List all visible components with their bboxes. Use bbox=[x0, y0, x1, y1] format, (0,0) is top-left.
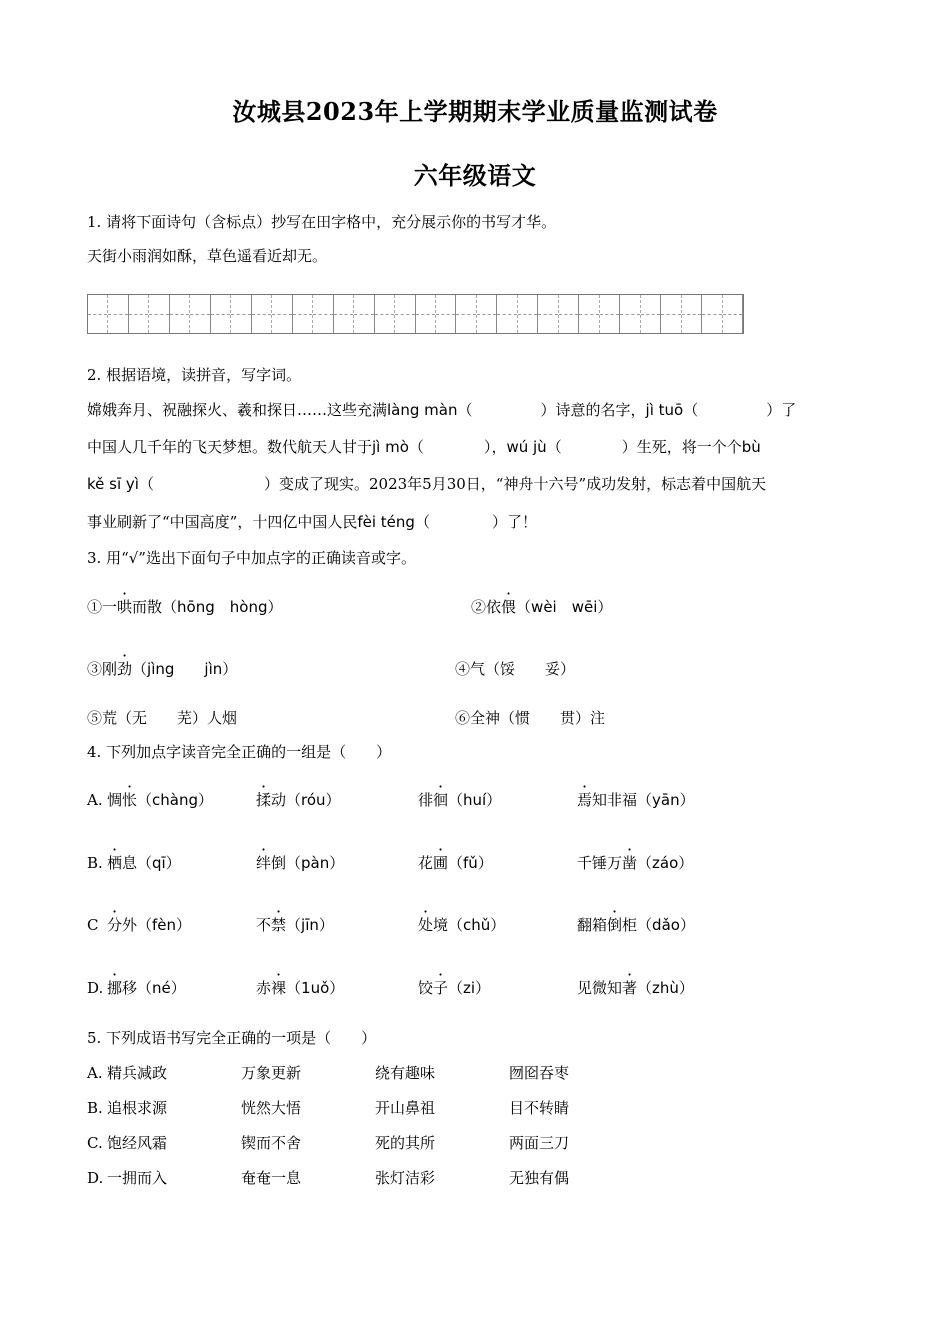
word-text: 息 bbox=[122, 854, 138, 872]
q5-idiom: 目不转睛 bbox=[509, 1099, 570, 1117]
q5-idiom: 两面三刀 bbox=[509, 1134, 570, 1152]
q3-options: wèi wēi bbox=[531, 598, 598, 616]
dotted-char: 偎 bbox=[501, 598, 517, 616]
paren: （ bbox=[138, 475, 154, 493]
q3-item-1[interactable] bbox=[87, 597, 283, 617]
grid-cell[interactable] bbox=[723, 295, 743, 333]
dotted-char: 著 bbox=[622, 979, 638, 997]
q2-text: 中国人几千年的飞天梦想。数代航天人甘于 bbox=[87, 438, 373, 456]
paren: （ bbox=[546, 438, 562, 456]
q5-idiom: 开山鼻祖 bbox=[375, 1099, 436, 1117]
q4-word bbox=[256, 853, 344, 873]
grid-cell[interactable] bbox=[170, 295, 190, 333]
q3-item-4[interactable]: ④气（馁 妥） bbox=[455, 660, 576, 678]
q4-word bbox=[577, 853, 693, 873]
dotted-char: 倒 bbox=[607, 916, 623, 934]
dotted-char: 栖 bbox=[107, 854, 123, 872]
q2-text: 嫦娥奔月、祝融探火、羲和探日……这些充满 bbox=[87, 401, 388, 419]
grid-guide bbox=[477, 314, 496, 315]
grid-cell[interactable] bbox=[416, 295, 436, 333]
word-text: 动 bbox=[271, 791, 287, 809]
q2-pinyin: jì mò bbox=[372, 438, 409, 456]
q3-text: （ bbox=[132, 660, 148, 678]
grid-cell[interactable] bbox=[334, 295, 354, 333]
q5-idiom: 精兵减政 bbox=[107, 1064, 168, 1082]
q5-idiom: 奄奄一息 bbox=[241, 1169, 302, 1187]
dotted-char: 禁 bbox=[271, 916, 287, 934]
q5-idiom: 万象更新 bbox=[241, 1064, 302, 1082]
grid-cell[interactable] bbox=[375, 295, 395, 333]
q4-stem: 4. 下列加点字读音完全正确的一组是（ ） bbox=[87, 743, 392, 761]
grid-guide bbox=[375, 314, 394, 315]
q3-options: jìng jìn bbox=[147, 660, 223, 678]
pinyin: （zi） bbox=[448, 979, 491, 997]
grid-cell[interactable] bbox=[395, 295, 415, 333]
pinyin: （fèn） bbox=[137, 916, 192, 934]
q2-text: 了！ bbox=[506, 513, 537, 531]
q5-option-label[interactable]: D. bbox=[87, 1169, 104, 1187]
q2-pinyin: fèi téng bbox=[357, 513, 415, 531]
paren: ） bbox=[766, 401, 782, 419]
paren: （ bbox=[457, 401, 473, 419]
pinyin: （chàng） bbox=[137, 791, 214, 809]
grid-guide bbox=[497, 314, 516, 315]
q3-text: ） bbox=[222, 660, 238, 678]
q4-word bbox=[107, 853, 181, 873]
q4-word bbox=[577, 790, 695, 810]
q5-option-label[interactable]: A. bbox=[87, 1064, 103, 1082]
pinyin: （dǎo） bbox=[637, 916, 695, 934]
word-text: 饺 bbox=[418, 979, 434, 997]
q3-item-3[interactable] bbox=[87, 659, 237, 679]
q3-text: ①一 bbox=[87, 598, 118, 616]
grid-cell[interactable] bbox=[600, 295, 620, 333]
dotted-char: 子 bbox=[433, 979, 449, 997]
word-text: 花 bbox=[418, 854, 434, 872]
q2-text: 了 bbox=[781, 401, 797, 419]
grid-guide bbox=[682, 314, 701, 315]
q3-text: ） bbox=[597, 598, 613, 616]
dotted-char: 处 bbox=[418, 916, 434, 934]
dotted-char: 分 bbox=[107, 916, 123, 934]
q4-word bbox=[418, 790, 501, 810]
q2-text: 变成了现实。2023年5月30日，“神舟十六号”成功发射，标志着中国航天 bbox=[278, 475, 767, 493]
grid-cell[interactable] bbox=[190, 295, 210, 333]
grid-guide bbox=[416, 314, 435, 315]
dotted-char: 凿 bbox=[622, 854, 638, 872]
grid-guide bbox=[190, 314, 209, 315]
q5-idiom: 饱经风霜 bbox=[107, 1134, 168, 1152]
q4-word bbox=[256, 978, 344, 998]
grid-cell[interactable] bbox=[149, 295, 169, 333]
q2-text: 诗意的名字， bbox=[555, 401, 646, 419]
grid-guide bbox=[559, 314, 578, 315]
pinyin: （yān） bbox=[637, 791, 695, 809]
q5-idiom: 囫囵吞枣 bbox=[509, 1064, 570, 1082]
q3-text: ②依 bbox=[471, 598, 502, 616]
writing-grid[interactable] bbox=[87, 294, 744, 334]
grid-cell[interactable] bbox=[682, 295, 702, 333]
grid-cell[interactable] bbox=[620, 295, 640, 333]
word-text: 知非福 bbox=[592, 791, 638, 809]
dotted-char: 哄 bbox=[117, 598, 133, 616]
q4-option-label[interactable]: C bbox=[87, 916, 99, 934]
word-text: 倒 bbox=[271, 854, 287, 872]
q2-line-2 bbox=[87, 437, 761, 457]
pinyin: （jīn） bbox=[286, 916, 334, 934]
grid-guide bbox=[723, 314, 742, 315]
q5-idiom: 死的其所 bbox=[375, 1134, 436, 1152]
dotted-char: 裸 bbox=[271, 979, 287, 997]
q4-word bbox=[107, 915, 191, 935]
pinyin: （né） bbox=[137, 979, 186, 997]
grid-cell[interactable] bbox=[88, 295, 108, 333]
q5-idiom: 锲而不舍 bbox=[241, 1134, 302, 1152]
grid-cell[interactable] bbox=[477, 295, 497, 333]
pinyin: （róu） bbox=[286, 791, 341, 809]
q4-word bbox=[107, 790, 213, 810]
grid-guide bbox=[354, 314, 373, 315]
grid-guide bbox=[108, 314, 127, 315]
q2-pinyin: kě sī yì bbox=[87, 475, 139, 493]
grid-cell[interactable] bbox=[293, 295, 313, 333]
grid-guide bbox=[252, 314, 271, 315]
pinyin: （fǔ） bbox=[448, 854, 493, 872]
grid-guide bbox=[456, 314, 475, 315]
dotted-char: 挪 bbox=[107, 979, 123, 997]
grid-guide bbox=[313, 314, 332, 315]
pinyin: （zhù） bbox=[637, 979, 694, 997]
q2-line-3 bbox=[87, 474, 766, 494]
q5-stem: 5. 下列成语书写完全正确的一项是（ ） bbox=[87, 1029, 377, 1047]
q1-poem: 天街小雨润如酥，草色遥看近却无。 bbox=[87, 247, 328, 265]
q3-item-5[interactable]: ⑤荒（无 芜）人烟 bbox=[87, 709, 238, 727]
page-subtitle: 六年级语文 bbox=[413, 161, 537, 190]
word-text: 徘 bbox=[418, 791, 434, 809]
grid-guide bbox=[518, 314, 537, 315]
grid-cell[interactable] bbox=[108, 295, 128, 333]
q2-line-1 bbox=[87, 400, 796, 420]
q5-idiom: 一拥而入 bbox=[107, 1169, 168, 1187]
word-text: 翻箱 bbox=[577, 916, 608, 934]
grid-guide bbox=[661, 314, 680, 315]
word-text: 柜 bbox=[622, 916, 638, 934]
q3-text: ③刚 bbox=[87, 660, 118, 678]
page-title: 汝城县2023年上学期期末学业质量监测试卷 bbox=[232, 97, 718, 126]
q4-word bbox=[418, 915, 505, 935]
word-text: 外 bbox=[122, 916, 138, 934]
dotted-char: 焉 bbox=[577, 791, 593, 809]
q4-word bbox=[577, 978, 694, 998]
word-text: 移 bbox=[122, 979, 138, 997]
grid-cell[interactable] bbox=[231, 295, 251, 333]
paren: （ bbox=[683, 401, 699, 419]
grid-cell[interactable] bbox=[456, 295, 476, 333]
grid-cell[interactable] bbox=[354, 295, 374, 333]
grid-cell[interactable] bbox=[518, 295, 538, 333]
q5-idiom: 无独有偶 bbox=[509, 1169, 570, 1187]
q4-word bbox=[256, 915, 334, 935]
q2-pinyin: jì tuō bbox=[645, 401, 684, 419]
q5-option-label[interactable]: C. bbox=[87, 1134, 103, 1152]
q5-idiom: 追根求源 bbox=[107, 1099, 168, 1117]
grid-cell[interactable] bbox=[559, 295, 579, 333]
grid-guide bbox=[272, 314, 291, 315]
paren: ） bbox=[491, 513, 507, 531]
q5-idiom: 恍然大悟 bbox=[241, 1099, 302, 1117]
grid-guide bbox=[641, 314, 660, 315]
q1-stem: 1. 请将下面诗句（含标点）抄写在田字格中，充分展示你的书写才华。 bbox=[87, 213, 557, 231]
grid-guide bbox=[600, 314, 619, 315]
dotted-char: 怅 bbox=[122, 791, 138, 809]
grid-cell[interactable] bbox=[702, 295, 722, 333]
word-text: 惆 bbox=[107, 791, 123, 809]
q4-word bbox=[256, 790, 341, 810]
grid-guide bbox=[334, 314, 353, 315]
grid-cell[interactable] bbox=[436, 295, 456, 333]
q3-text: 而散（ bbox=[132, 598, 178, 616]
grid-guide bbox=[538, 314, 557, 315]
pinyin: （1uǒ） bbox=[286, 979, 345, 997]
paren: ） bbox=[540, 401, 556, 419]
grid-cell[interactable] bbox=[129, 295, 149, 333]
q3-text: （ bbox=[516, 598, 532, 616]
grid-guide bbox=[293, 314, 312, 315]
grid-guide bbox=[211, 314, 230, 315]
dotted-char: 圃 bbox=[433, 854, 449, 872]
dotted-char: 劲 bbox=[117, 660, 133, 678]
q2-pinyin: bù bbox=[741, 438, 761, 456]
word-text: 不 bbox=[256, 916, 272, 934]
q2-text: ， bbox=[491, 438, 507, 456]
q2-text: 生死，将一个个 bbox=[636, 438, 742, 456]
word-text: 境 bbox=[433, 916, 449, 934]
grid-cell[interactable] bbox=[272, 295, 292, 333]
grid-cell[interactable] bbox=[538, 295, 558, 333]
grid-guide bbox=[620, 314, 639, 315]
q4-word bbox=[418, 853, 493, 873]
q5-option-label[interactable]: B. bbox=[87, 1099, 103, 1117]
q4-word bbox=[577, 915, 695, 935]
paren: （ bbox=[408, 438, 424, 456]
q5-idiom: 绕有趣味 bbox=[375, 1064, 436, 1082]
paren: ） bbox=[621, 438, 637, 456]
q3-stem: 3. 用“√”选出下面句子中加点字的正确读音或字。 bbox=[87, 549, 416, 567]
q3-item-2[interactable] bbox=[471, 597, 612, 617]
grid-cell[interactable] bbox=[641, 295, 661, 333]
grid-cell[interactable] bbox=[497, 295, 517, 333]
q3-options: hōng hòng bbox=[177, 598, 268, 616]
paren: （ bbox=[414, 513, 430, 531]
dotted-char: 徊 bbox=[433, 791, 449, 809]
word-text: 千锤万 bbox=[577, 854, 623, 872]
grid-guide bbox=[231, 314, 250, 315]
q4-option-label[interactable]: A. bbox=[87, 791, 103, 809]
grid-cell[interactable] bbox=[211, 295, 231, 333]
q3-text: ） bbox=[267, 598, 283, 616]
q4-word bbox=[418, 978, 490, 998]
q2-line-4 bbox=[87, 512, 537, 532]
q3-item-6[interactable]: ⑥全神（惯 贯）注 bbox=[455, 709, 606, 727]
grid-guide bbox=[149, 314, 168, 315]
paren: ） bbox=[263, 475, 279, 493]
q2-pinyin: làng màn bbox=[387, 401, 458, 419]
q5-idiom: 张灯洁彩 bbox=[375, 1169, 436, 1187]
q4-word bbox=[107, 978, 186, 998]
dotted-char: 绊 bbox=[256, 854, 272, 872]
grid-guide bbox=[579, 314, 598, 315]
grid-guide bbox=[88, 314, 107, 315]
q2-stem: 2. 根据语境，读拼音，写字词。 bbox=[87, 366, 302, 384]
word-text: 见微知 bbox=[577, 979, 623, 997]
grid-cell[interactable] bbox=[313, 295, 333, 333]
pinyin: （záo） bbox=[637, 854, 694, 872]
grid-guide bbox=[170, 314, 189, 315]
pinyin: （chǔ） bbox=[448, 916, 506, 934]
pinyin: （pàn） bbox=[286, 854, 345, 872]
grid-cell[interactable] bbox=[579, 295, 599, 333]
pinyin: （qī） bbox=[137, 854, 181, 872]
grid-guide bbox=[129, 314, 148, 315]
paren: ） bbox=[483, 438, 492, 456]
grid-guide bbox=[395, 314, 414, 315]
q2-text: 事业刷新了“中国高度”，十四亿中国人民 bbox=[87, 513, 358, 531]
q4-option-label[interactable]: B. bbox=[87, 854, 103, 872]
grid-cell[interactable] bbox=[252, 295, 272, 333]
grid-guide bbox=[702, 314, 721, 315]
q2-pinyin: wú jù bbox=[506, 438, 547, 456]
q4-option-label[interactable]: D. bbox=[87, 979, 104, 997]
dotted-char: 揉 bbox=[256, 791, 272, 809]
grid-guide bbox=[436, 314, 455, 315]
pinyin: （huí） bbox=[448, 791, 502, 809]
word-text: 赤 bbox=[256, 979, 272, 997]
grid-cell[interactable] bbox=[661, 295, 681, 333]
